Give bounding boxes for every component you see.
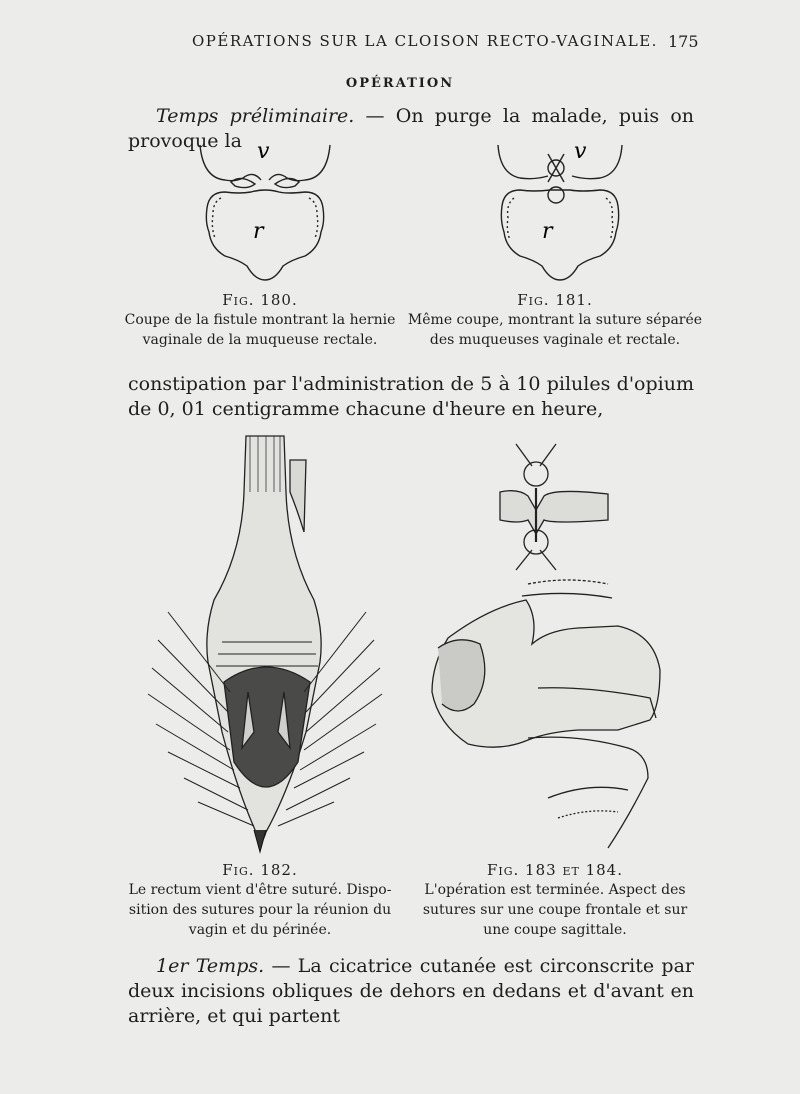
- label-v: v: [574, 140, 587, 164]
- figure-182-illustration: [138, 432, 388, 857]
- caption-line: une coupe sagittale.: [483, 922, 627, 938]
- figure-181-illustration: [490, 140, 630, 285]
- figure-180-caption: [110, 290, 410, 350]
- figure-label: Fig. 182.: [222, 861, 298, 879]
- paragraph-lead: 1er Temps.: [156, 955, 265, 977]
- caption-line: sition des sutures pour la réunion du: [128, 902, 392, 918]
- caption-line: des muqueuses vaginale et rectale.: [429, 332, 681, 348]
- caption-line: Coupe de la fistule montrant la hernie: [124, 312, 396, 328]
- paragraph-first-step: [128, 954, 694, 1029]
- label-r: r: [542, 219, 553, 244]
- caption-line: L'opération est terminée. Aspect des: [424, 882, 686, 898]
- figure-181-caption: [405, 290, 705, 350]
- paragraph-constipation: constipation par l'administration de 5 à 10 pilules d'opium de 0, 01 centigramme chacune d'heure en heure,: [128, 373, 694, 420]
- figure-label: Fig. 180.: [222, 291, 298, 309]
- label-v: v: [257, 140, 270, 164]
- caption-line: Le rectum vient d'être suturé. Dispo-: [128, 882, 392, 898]
- label-r: r: [253, 219, 264, 244]
- figure-label: Fig. 181.: [517, 291, 593, 309]
- figure-183-184-illustration: [428, 438, 668, 858]
- figure-182-caption: [110, 860, 410, 940]
- page-number: 175: [668, 32, 699, 51]
- section-heading: OPÉRATION: [345, 76, 455, 91]
- figure-180-illustration: [195, 140, 335, 285]
- caption-line: vaginale de la muqueuse rectale.: [142, 332, 378, 348]
- caption-line: Même coupe, montrant la suture séparée: [407, 312, 703, 328]
- paragraph-lead: Temps préliminaire.: [156, 105, 355, 127]
- caption-line: sutures sur une coupe frontale et sur: [422, 902, 688, 918]
- figure-label: Fig. 183 et 184.: [486, 861, 623, 879]
- paragraph-text: — On purge la malade, puis on provoque la: [128, 105, 694, 152]
- caption-line: vagin et du périnée.: [188, 922, 332, 938]
- paragraph-text: — La cicatrice cutanée est circonscrite par deux incisions obliques de dehors en dedans et d'avant en arrière, et qui partent: [128, 955, 695, 1027]
- running-title: OPÉRATIONS SUR LA CLOISON RECTO-VAGINALE.: [192, 32, 658, 50]
- figure-183-184-caption: [405, 860, 705, 940]
- running-header: [0, 30, 800, 54]
